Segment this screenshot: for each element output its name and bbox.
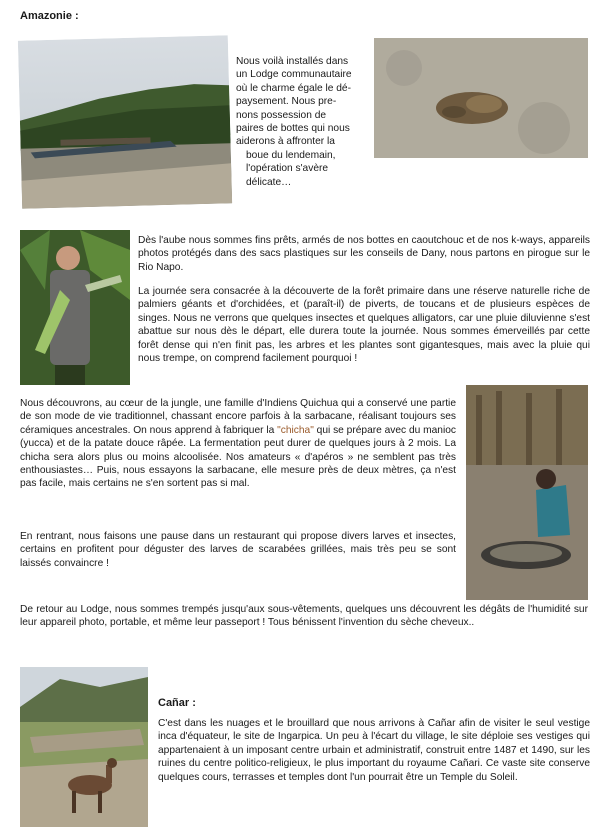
text-line: boue du lendemain, <box>246 149 336 161</box>
paragraph-lodge-return: De retour au Lodge, nous sommes trempés jusqu'aux sous-vêtements, quelques uns découvrent les dégâts de l'humidité sur leur appareil photo, portable, et même leur passeport ! Tous bénissent l'invention du sèche cheveux.. <box>20 604 588 629</box>
text-span: Nous découvrons, au cœur de la jungle, une famille d'Indiens Quichua qui a conservé une partie de son mode de vie traditionnel, chassant encore parfois à la sarbacane, réalisant toujours ses céramiques ancestrales. On nous apprend à fabriquer la <box>20 398 456 436</box>
text-line: paires de bottes qui nous <box>236 123 350 135</box>
text-line: Nous voilà installés dans <box>236 56 349 67</box>
photo-river-boat <box>18 35 232 208</box>
text-line: paysement. Nous pre- <box>236 96 337 108</box>
paragraph-dawn: Dès l'aube nous sommes fins prêts, armés de nos bottes en caoutchouc et de nos k-ways, appareils photos protégés dans des sacs plastiques sur les conseils de Dany, nous partons en pirogue sur le Rio Napo. <box>138 235 590 273</box>
paragraph-insects: En rentrant, nous faisons une pause dans un restaurant qui propose divers larves et insectes, certains en profitent pour déguster des larves de scarabées grillées, mais très peu se sont laissés convaincre ! <box>20 531 456 569</box>
photo-woman-chicha <box>466 385 588 600</box>
paragraph-canar: C'est dans les nuages et le brouillard que nous arrivons à Cañar afin de visiter le seul vestige inca d'équateur, le site de Ingarpica. Un peu à l'écart du village, le site déploie ses vestiges qui appartenaient à un imposant centre urbain et administratif, construit entre 1487 et 1490, sur les ruines du centre politico-religieux, le plus important du royaume Cañari. Ce vaste site conserve quelques cours, terrasses et temples dont l'un pourrait être un Temple du Soleil. <box>158 718 590 783</box>
text-line: un Lodge communautaire <box>236 69 352 81</box>
text-line: l'opération s'avère délicate… <box>246 163 329 188</box>
paragraph-forest: La journée sera consacrée à la découverte de la forêt primaire dans une réserve naturelle riche de palmiers géants et d'orchidées, et (paraît-il) de piverts, de toucans et de plusieurs espèces de singes. Nous ne verrons que quelques insectes et quelques alligators, car une pluie diluvienne s'est abattue sur nous dès le départ, elle durera toute la journée. Nous sommes émerveillés par cette forêt dense qui n'en finit pas, les arbres et les plantes sont gigantesques, mais avec la pluie qui nous trempe, on comprend facilement pourquoi ! <box>138 286 590 365</box>
photo-alligator <box>374 38 588 158</box>
section-title-canar: Cañar : <box>158 697 196 709</box>
text-line: aiderons à affronter la <box>236 136 335 148</box>
paragraph-arrival <box>236 55 376 189</box>
photo-man-palm <box>20 230 130 385</box>
text-span: qui se prépare avec du manioc (yucca) et de la patate douce râpée. La fermentation peut durer de quelques jours à 2 mois. La chicha sera alors plus ou moins alcoolisée. Nos amateurs « d'apéros » ne semblent pas très enthousiastes… Puis, nous essayons la sarbacane, elle mesure près de deux mètres, ça n'est pas facile, mais certains ne s'en sortent pas si mal. <box>20 424 456 490</box>
section-title-amazonie: Amazonie : <box>20 10 79 22</box>
photo-ingapirca-llama <box>20 667 148 827</box>
text-line: nons possession de <box>236 109 327 121</box>
text-line: où le charme égale le dé- <box>236 82 351 94</box>
paragraph-quichua <box>20 397 456 491</box>
chicha-term: "chicha" <box>277 424 314 436</box>
